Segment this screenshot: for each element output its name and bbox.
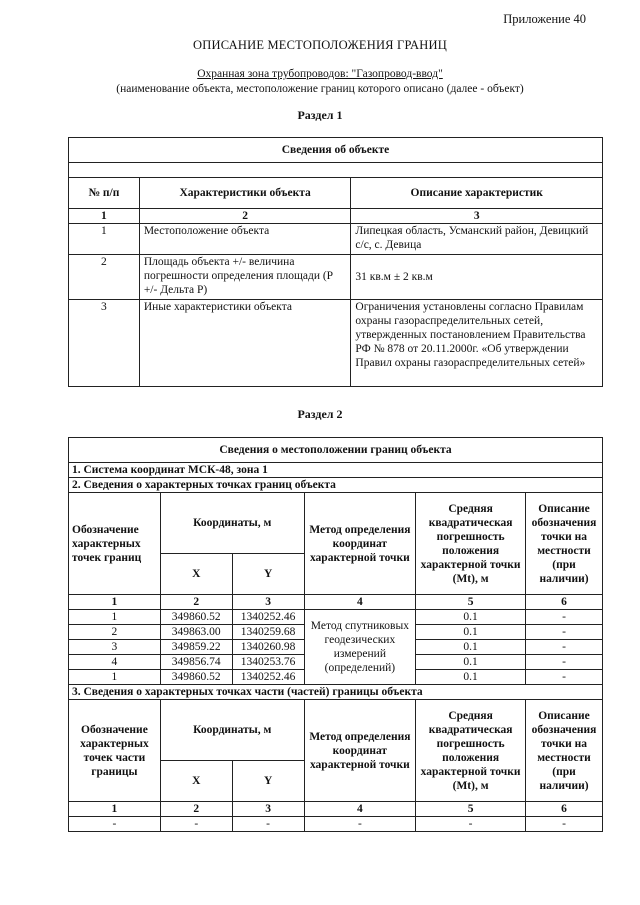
row-num: 3 <box>69 300 140 387</box>
row-char: Местоположение объекта <box>139 224 351 255</box>
col-x-header: X <box>160 761 232 802</box>
appendix-label: Приложение 40 <box>503 12 586 26</box>
idx-cell: 5 <box>416 595 526 610</box>
idx-cell: 6 <box>526 595 603 610</box>
part-point-id: - <box>69 817 161 832</box>
point-descr: - <box>526 640 603 655</box>
point-mt: 0.1 <box>416 670 526 685</box>
table-row <box>69 610 603 625</box>
object-name <box>0 68 640 80</box>
point-id: 2 <box>69 625 161 640</box>
spacer-row <box>69 163 603 178</box>
point-descr: - <box>526 670 603 685</box>
col-y-header: Y <box>232 761 304 802</box>
point-mt: 0.1 <box>416 625 526 640</box>
idx-cell: 2 <box>160 595 232 610</box>
row-num: 2 <box>69 255 140 300</box>
object-name-note: (наименование объекта, местоположение границ которого описано (далее - объект) <box>116 83 524 95</box>
point-x: 349863.00 <box>160 625 232 640</box>
point-x: 349860.52 <box>160 610 232 625</box>
col-x-header: X <box>160 554 232 595</box>
point-y: 1340259.68 <box>232 625 304 640</box>
method-cell: Метод спутниковых геодезических измерений (определений) <box>304 610 416 685</box>
point-y: 1340253.76 <box>232 655 304 670</box>
col-desc-header: Описание характеристик <box>351 178 603 209</box>
point-descr: - <box>526 625 603 640</box>
table-row <box>69 300 603 387</box>
col-descr-header: Описание обозначения точки на местности (при наличии) <box>526 493 603 595</box>
object-info-title: Сведения об объекте <box>69 138 603 163</box>
col-method-header: Метод определения координат характерной точки <box>304 493 416 595</box>
coord-system: 1. Система координат МСК-48, зона 1 <box>69 463 603 478</box>
col-coords-header: Координаты, м <box>160 493 304 554</box>
idx-cell: 3 <box>351 209 603 224</box>
section-2-label: Раздел 2 <box>297 407 343 421</box>
point-mt: 0.1 <box>416 640 526 655</box>
part-mt: - <box>416 817 526 832</box>
part-x: - <box>160 817 232 832</box>
col-y-header: Y <box>232 554 304 595</box>
col-descr-header: Описание обозначения точки на местности (при наличии) <box>526 700 603 802</box>
idx-cell: 1 <box>69 595 161 610</box>
col-point-header: Обозначение характерных точек границ <box>69 493 161 595</box>
col-method-header: Метод определения координат характерной точки <box>304 700 416 802</box>
table-row <box>69 817 603 832</box>
col-error-header: Средняя квадратическая погрешность положения характерной точки (Mt), м <box>416 493 526 595</box>
idx-cell: 6 <box>526 802 603 817</box>
part-method: - <box>304 817 416 832</box>
idx-cell: 4 <box>304 802 416 817</box>
row-num: 1 <box>69 224 140 255</box>
point-x: 349859.22 <box>160 640 232 655</box>
boundary-title: Сведения о местоположении границ объекта <box>69 438 603 463</box>
point-mt: 0.1 <box>416 655 526 670</box>
row-char: Иные характеристики объекта <box>139 300 351 387</box>
row-char: Площадь объекта +/- величина погрешности определения площади (Р +/- Дельта Р) <box>139 255 351 300</box>
idx-cell: 3 <box>232 595 304 610</box>
point-id: 3 <box>69 640 161 655</box>
col-char-header: Характеристики объекта <box>139 178 351 209</box>
col-num-header: № п/п <box>69 178 140 209</box>
point-id: 1 <box>69 670 161 685</box>
idx-cell: 2 <box>160 802 232 817</box>
object-info-table <box>68 137 603 387</box>
point-y: 1340260.98 <box>232 640 304 655</box>
section-1-label: Раздел 1 <box>297 108 343 122</box>
document-title: ОПИСАНИЕ МЕСТОПОЛОЖЕНИЯ ГРАНИЦ <box>193 38 447 52</box>
point-id: 4 <box>69 655 161 670</box>
idx-cell: 2 <box>139 209 351 224</box>
col-coords-header: Координаты, м <box>160 700 304 761</box>
idx-cell: 3 <box>232 802 304 817</box>
row-desc: 31 кв.м ± 2 кв.м <box>351 255 603 300</box>
point-descr: - <box>526 655 603 670</box>
object-name-text: Охранная зона трубопроводов: "Газопровод-ввод" <box>197 68 443 80</box>
part-descr: - <box>526 817 603 832</box>
part-y: - <box>232 817 304 832</box>
point-mt: 0.1 <box>416 610 526 625</box>
idx-cell: 4 <box>304 595 416 610</box>
idx-cell: 1 <box>69 209 140 224</box>
parts-section-title: 3. Сведения о характерных точках части (частей) границы объекта <box>69 685 603 700</box>
point-y: 1340252.46 <box>232 670 304 685</box>
points-section-title: 2. Сведения о характерных точках границ объекта <box>69 478 603 493</box>
point-y: 1340252.46 <box>232 610 304 625</box>
point-x: 349860.52 <box>160 670 232 685</box>
row-desc: Липецкая область, Усманский район, Девицкий с/с, с. Девица <box>351 224 603 255</box>
point-descr: - <box>526 610 603 625</box>
col-error-header: Средняя квадратическая погрешность положения характерной точки (Mt), м <box>416 700 526 802</box>
boundary-table <box>68 437 603 832</box>
point-x: 349856.74 <box>160 655 232 670</box>
point-id: 1 <box>69 610 161 625</box>
idx-cell: 1 <box>69 802 161 817</box>
table-row <box>69 255 603 300</box>
idx-cell: 5 <box>416 802 526 817</box>
col-point-part-header: Обозначение характерных точек части границы <box>69 700 161 802</box>
row-desc: Ограничения установлены согласно Правилам охраны газораспределительных сетей, утвержденных постановлением Правительства РФ № 878 от 20.11.2000г. «Об утверждении Правил охраны газораспределительных сетей» <box>351 300 603 387</box>
table-row <box>69 224 603 255</box>
